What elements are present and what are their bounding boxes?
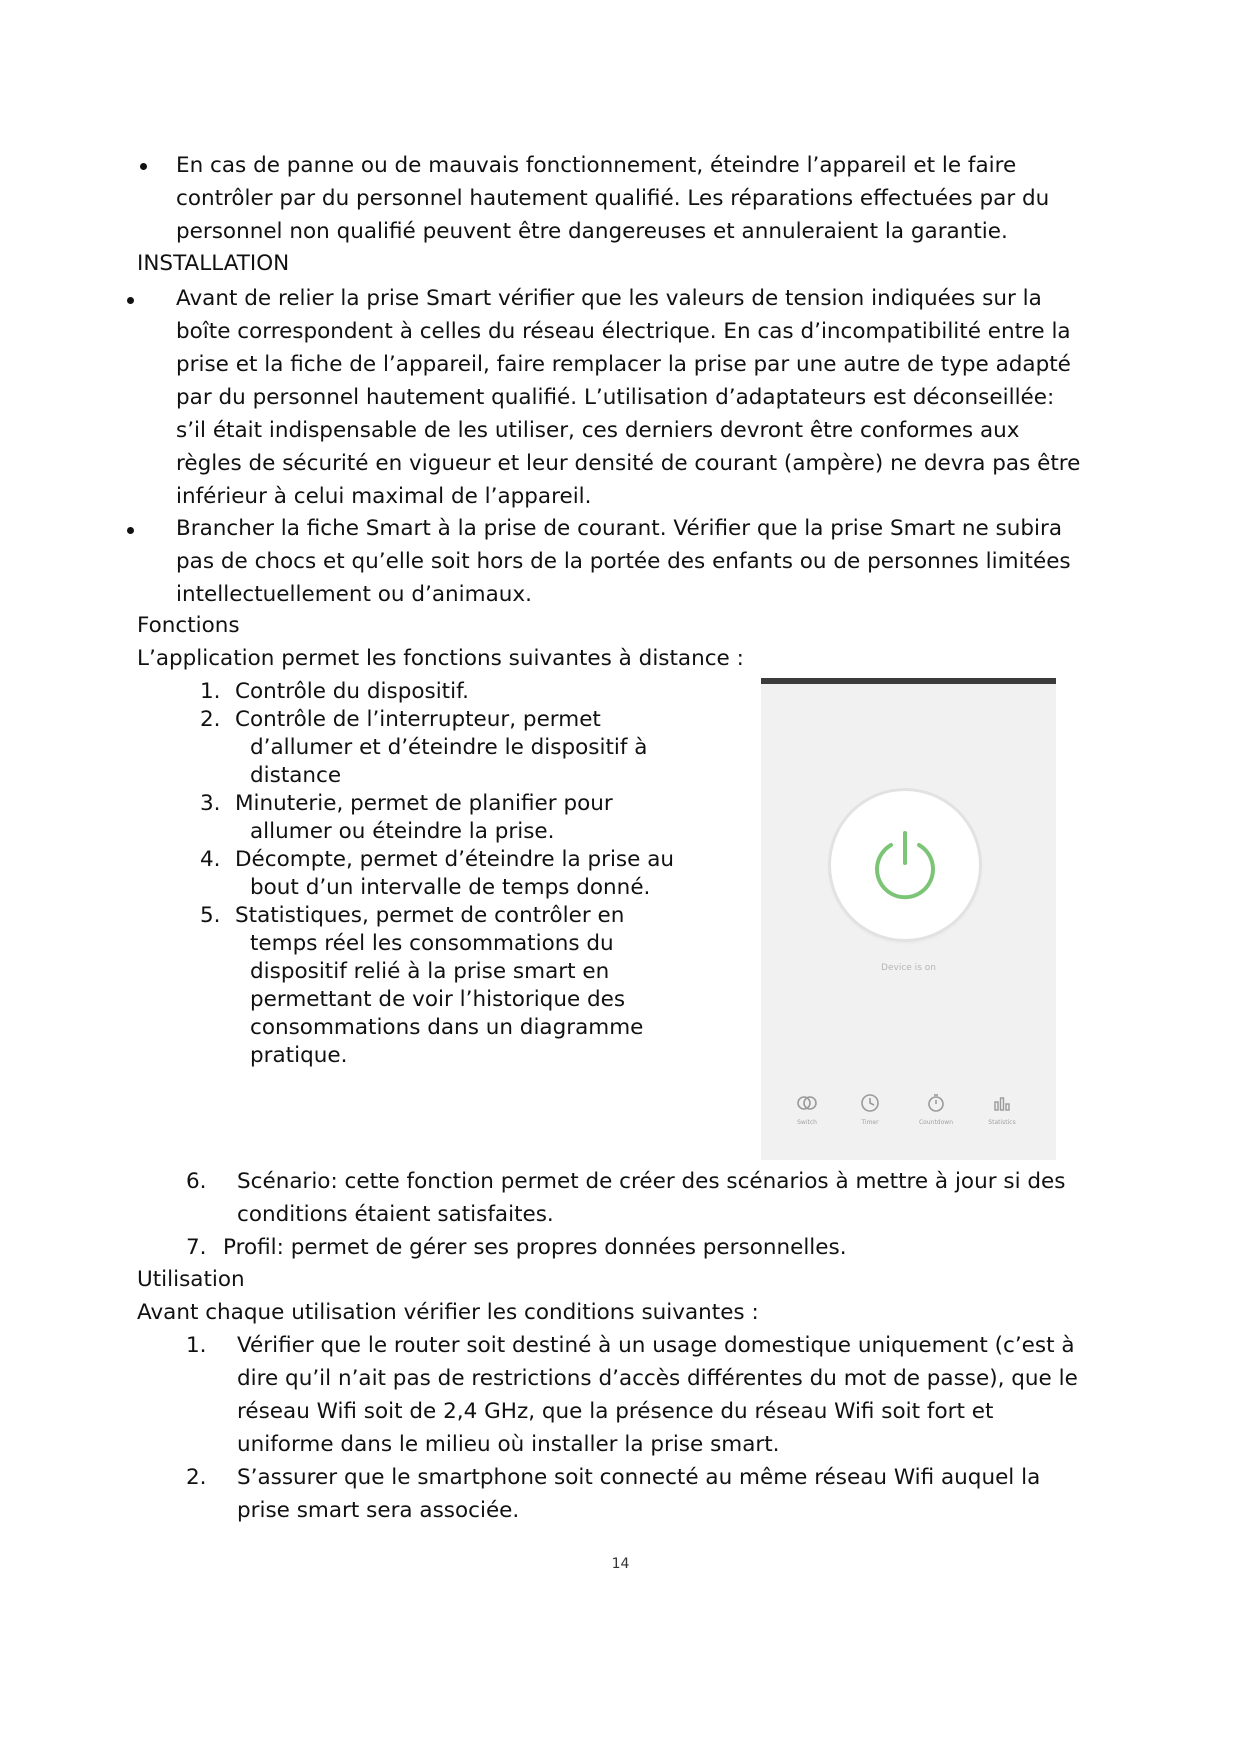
text-line: Brancher la fiche Smart à la prise de courant. Vérifier que la prise Smart ne subira: [176, 516, 1062, 541]
power-icon: [869, 829, 941, 901]
bullet-dot: [127, 527, 134, 534]
list-item-6: [237, 1165, 1117, 1231]
text-line: réseau Wifi soit de 2,4 GHz, que la présence du réseau Wifi soit fort et: [237, 1399, 994, 1424]
device-status-text: Device is on: [881, 963, 936, 973]
tab-switch[interactable]: [782, 1092, 832, 1128]
app-screenshot: [761, 678, 1056, 1160]
text-line: allumer ou éteindre la prise.: [250, 819, 555, 844]
tab-label: Statistics: [988, 1119, 1016, 1126]
text-line: Décompte, permet d’éteindre la prise au: [235, 847, 674, 872]
page-number: 14: [611, 1556, 630, 1572]
text-line: distance: [250, 763, 342, 788]
text-line: pratique.: [250, 1043, 348, 1068]
tab-label: Countdown: [918, 1119, 953, 1126]
text-line: boîte correspondent à celles du réseau électrique. En cas d’incompatibilité entre la: [176, 319, 1071, 344]
list-number: 5.: [200, 903, 221, 928]
list-number: 2.: [186, 1465, 207, 1490]
list-number: 1.: [186, 1333, 207, 1358]
text-line: S’assurer que le smartphone soit connecté au même réseau Wifi auquel la: [237, 1465, 1041, 1490]
power-button[interactable]: [831, 791, 979, 939]
text-line: En cas de panne ou de mauvais fonctionnement, éteindre l’appareil et le faire: [176, 153, 1017, 178]
intro-bullet-1: [176, 149, 1116, 248]
list-item: [200, 706, 700, 790]
text-line: inférieur à celui maximal de l’appareil.: [176, 484, 592, 509]
text-line: Statistiques, permet de contrôler en: [235, 903, 625, 928]
text-line: contrôler par du personnel hautement qualifié. Les réparations effectuées par du: [176, 186, 1050, 211]
list-item-7: Profil: permet de gérer ses propres données personnelles.: [223, 1235, 847, 1260]
utilisation-intro: Avant chaque utilisation vérifier les conditions suivantes :: [137, 1300, 759, 1325]
statistics-icon: [991, 1092, 1013, 1114]
list-number: 2.: [200, 707, 221, 732]
list-number: 6.: [186, 1169, 207, 1194]
tab-countdown[interactable]: [911, 1092, 961, 1128]
tab-statistics[interactable]: [977, 1092, 1027, 1128]
list-number: 4.: [200, 847, 221, 872]
utilisation-item-2: [237, 1461, 1117, 1527]
text-line: intellectuellement ou d’animaux.: [176, 582, 532, 607]
timer-icon: [859, 1092, 881, 1114]
installation-bullet-2: [176, 512, 1116, 611]
list-item: [200, 902, 700, 1070]
text-line: Vérifier que le router soit destiné à un usage domestique uniquement (c’est à: [237, 1333, 1075, 1358]
bullet-dot: [140, 163, 147, 170]
switch-icon: [796, 1092, 818, 1114]
bullet-dot: [127, 297, 134, 304]
text-line: conditions étaient satisfaites.: [237, 1202, 554, 1227]
fonctions-heading: Fonctions: [137, 613, 240, 638]
text-line: s’il était indispensable de les utiliser, ces derniers devront être conformes aux: [176, 418, 1020, 443]
text-line: Scénario: cette fonction permet de créer des scénarios à mettre à jour si des: [237, 1169, 1066, 1194]
text-line: permettant de voir l’historique des: [250, 987, 626, 1012]
text-line: prise smart sera associée.: [237, 1498, 520, 1523]
text-line: uniforme dans le milieu où installer la prise smart.: [237, 1432, 780, 1457]
text-line: pas de chocs et qu’elle soit hors de la portée des enfants ou de personnes limitées: [176, 549, 1071, 574]
tab-timer[interactable]: [845, 1092, 895, 1128]
list-item: [200, 790, 700, 846]
text-line: bout d’un intervalle de temps donné.: [250, 875, 651, 900]
utilisation-heading: Utilisation: [137, 1267, 245, 1292]
text-line: Avant de relier la prise Smart vérifier que les valeurs de tension indiquées sur la: [176, 286, 1042, 311]
text-line: temps réel les consommations du: [250, 931, 614, 956]
fonctions-list: [200, 678, 700, 1070]
list-item: [200, 678, 700, 706]
text-line: dispositif relié à la prise smart en: [250, 959, 610, 984]
text-line: dire qu’il n’ait pas de restrictions d’accès différentes du mot de passe), que le: [237, 1366, 1078, 1391]
text-line: Contrôle du dispositif.: [235, 679, 469, 704]
text-line: Minuterie, permet de planifier pour: [235, 791, 613, 816]
list-number: 3.: [200, 791, 221, 816]
text-line: par du personnel hautement qualifié. L’utilisation d’adaptateurs est déconseillée:: [176, 385, 1055, 410]
text-line: règles de sécurité en vigueur et leur densité de courant (ampère) ne devra pas être: [176, 451, 1081, 476]
list-number: 1.: [200, 679, 221, 704]
installation-heading: INSTALLATION: [137, 251, 290, 276]
fonctions-intro: L’application permet les fonctions suivantes à distance :: [137, 646, 744, 671]
tab-label: Switch: [797, 1119, 817, 1126]
countdown-icon: [925, 1092, 947, 1114]
list-item: [200, 846, 700, 902]
tab-label: Timer: [861, 1119, 879, 1126]
text-line: Contrôle de l’interrupteur, permet: [235, 707, 601, 732]
text-line: prise et la fiche de l’appareil, faire remplacer la prise par une autre de type adapté: [176, 352, 1071, 377]
text-line: d’allumer et d’éteindre le dispositif à: [250, 735, 648, 760]
text-line: consommations dans un diagramme: [250, 1015, 644, 1040]
list-number: 7.: [186, 1235, 207, 1260]
installation-bullet-1: [176, 282, 1116, 513]
status-bar: [761, 678, 1056, 684]
utilisation-item-1: [237, 1329, 1117, 1461]
text-line: personnel non qualifié peuvent être dangereuses et annuleraient la garantie.: [176, 219, 1008, 244]
